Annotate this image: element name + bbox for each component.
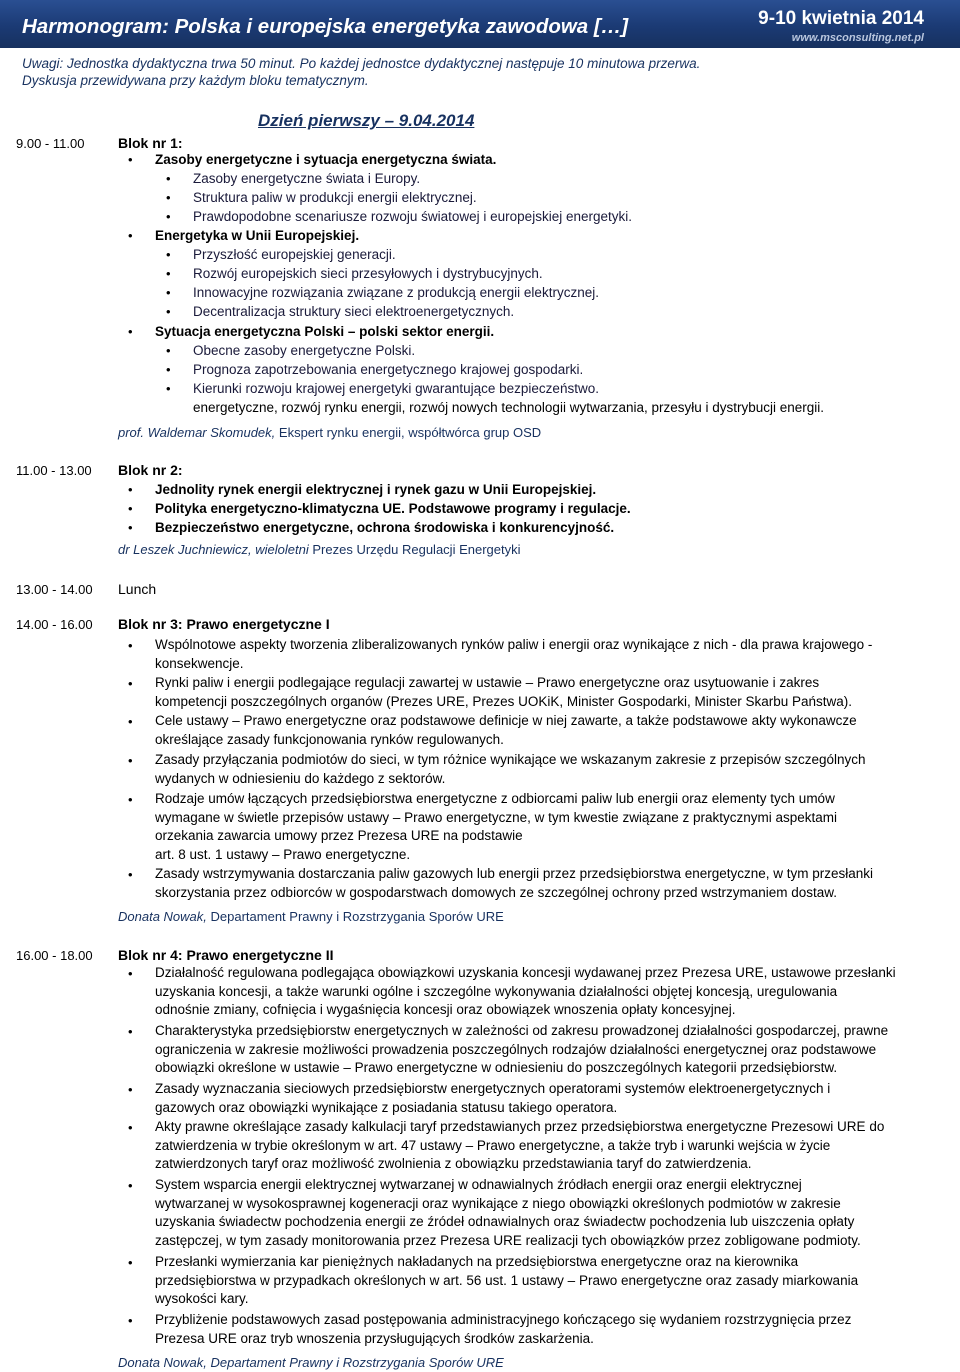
bullet-icon: •	[128, 520, 133, 535]
bullet-icon: •	[166, 171, 171, 186]
list-item: Cele ustawy – Prawo energetyczne oraz podstawowe definicje w niej zawarte, a także podstawowe akty wykonawcze określające zasady funkcjonowania rynków regulowanych.	[155, 713, 857, 747]
list-item: Wspólnotowe aspekty tworzenia zliberalizowanych rynków paliw i energii oraz wynikające z nich - dla prawa krajowego - konsekwencje.	[155, 637, 873, 671]
block-time: 14.00 - 16.00	[16, 617, 93, 632]
speaker	[118, 425, 541, 440]
bullet-icon: •	[128, 676, 133, 691]
bullet-icon: •	[166, 247, 171, 262]
list-item: Obecne zasoby energetyczne Polski.	[193, 343, 416, 358]
speaker-name: prof. Waldemar Skomudek,	[118, 425, 276, 440]
speaker	[118, 542, 521, 557]
note-line: Uwagi: Jednostka dydaktyczna trwa 50 minut. Po każdej jednostce dydaktycznej następuje 10 minutowa przerwa.	[22, 56, 701, 71]
bullet-icon: •	[128, 324, 133, 339]
bullet-icon: •	[128, 1178, 133, 1193]
bullet-icon: •	[166, 343, 171, 358]
speaker-name: Donata Nowak, Departament Prawny i Rozstrzygania Sporów URE	[118, 1355, 504, 1370]
bullet-icon: •	[128, 792, 133, 807]
list-item: Przyszłość europejskiej generacji.	[193, 247, 396, 262]
bullet-icon: •	[128, 1255, 133, 1270]
speaker	[118, 1355, 504, 1370]
block-title: Blok nr 3: Prawo energetyczne I	[118, 616, 330, 632]
speaker-role: Ekspert rynku energii, współtwórca grup OSD	[278, 425, 542, 440]
bullet-icon: •	[128, 753, 133, 768]
list-item: Akty prawne określające zasady kalkulacji taryf przedstawianych przez przedsiębiorstwa energetyczne Prezesowi URE do zatwierdzenia w trybie określonym w art. 47 ustawy – Prawo energetyczne, a także tryb i warunki wejścia w życie zatwierdzonych taryf oraz możliwość zwolnienia z obowiązku przedstawiania taryf do zatwierdzenia.	[155, 1119, 885, 1172]
list-item: Zasady wyznaczania sieciowych przedsiębiorstw energetycznych operatorami systemów elektroenergetycznych i gazowych oraz obowiązki wynikające z posiadania statusu takiego operatora.	[155, 1081, 831, 1115]
lunch-time: 13.00 - 14.00	[16, 582, 93, 597]
bullet-icon: •	[128, 152, 133, 167]
bullet-icon: •	[128, 966, 133, 981]
section-heading: Energetyka w Unii Europejskiej.	[155, 228, 360, 243]
list-item: Rodzaje umów łączących przedsiębiorstwa energetyczne z odbiorcami paliw lub energii oraz elementy tych umów wymagane w świetle przepisów ustawy – Prawo energetyczne, w tym kwestie związane z praktycznymi aspektami orzekania zawarcia umowy przez Prezesa URE na podstawie art. 8 ust. 1 ustawy – Prawo energetyczne.	[155, 791, 838, 863]
bullet-icon: •	[128, 638, 133, 653]
block-title: Blok nr 4: Prawo energetyczne II	[118, 947, 334, 963]
section-heading: Zasoby energetyczne i sytuacja energetyczna świata.	[155, 152, 497, 167]
page-title: Harmonogram: Polska i europejska energetyka zawodowa […]	[22, 15, 629, 38]
day-heading: Dzień pierwszy – 9.04.2014	[258, 111, 475, 130]
list-item: System wsparcia energii elektrycznej wytwarzanej w odnawialnych źródłach energii oraz energii elektrycznej wytwarzanej w wysokosprawnej kogeneracji oraz wynikające z niego obowiązki określonych podmiotów w zakresie uzyskania świadectw pochodzenia energii ze źródeł odnawialnych oraz świadectw pochodzenia lub uiszczenia opłaty zastępczej, w tym zasady monitorowania przez Prezesa URE realizacji tych obowiązków przez zobligowane podmioty.	[155, 1177, 861, 1249]
bullet-icon: •	[166, 362, 171, 377]
speaker-role: Prezes Urzędu Regulacji Energetyki	[312, 542, 521, 557]
list-item: Jednolity rynek energii elektrycznej i rynek gazu w Unii Europejskiej.	[155, 482, 597, 497]
header-bar	[0, 0, 960, 48]
block-time: 11.00 - 13.00	[16, 463, 92, 478]
list-item: Prognoza zapotrzebowania energetycznego krajowej gospodarki.	[193, 362, 584, 377]
list-item: Przybliżenie podstawowych zasad postępowania administracyjnego kończącego się wydaniem rozstrzygnięcia przez Prezesa URE oraz tryb wnoszenia przysługujących środków zaskarżenia.	[155, 1312, 852, 1346]
list-item: Zasady wstrzymywania dostarczania paliw gazowych lub energii przez przedsiębiorstwa energetyczne, w tym przesłanki skorzystania przez odbiorców w gospodarstwach domowych ze szczególnej ochrony przed wstrzymaniem dostaw.	[155, 866, 874, 900]
bullet-icon: •	[166, 209, 171, 224]
list-item: Zasoby energetyczne świata i Europy.	[193, 171, 421, 186]
block-time: 16.00 - 18.00	[16, 948, 93, 963]
speaker-name: dr Leszek Juchniewicz, wieloletni	[118, 542, 309, 557]
bullet-icon: •	[166, 304, 171, 319]
bullet-icon: •	[128, 1120, 133, 1135]
bullet-icon: •	[128, 714, 133, 729]
note-line: Dyskusja przewidywana przy każdym bloku tematycznym.	[22, 73, 369, 88]
list-item: Innowacyjne rozwiązania związane z produkcją energii elektrycznej.	[193, 285, 599, 300]
bullet-icon: •	[128, 1082, 133, 1097]
speaker-name: Donata Nowak,	[118, 909, 207, 924]
list-item: Polityka energetyczno-klimatyczna UE. Podstawowe programy i regulacje.	[155, 501, 631, 516]
notes	[22, 55, 700, 89]
list-item: Prawdopodobne scenariusze rozwoju światowej i europejskiej energetyki.	[193, 209, 632, 224]
event-date: 9-10 kwietnia 2014	[758, 8, 924, 29]
list-item: Przesłanki wymierzania kar pieniężnych nakładanych na przedsiębiorstwa energetyczne oraz na kierownika przedsiębiorstwa w przypadkach określonych w art. 56 ust. 1 ustawy – Prawo energetyczne oraz zasady miarkowania wysokości kary.	[155, 1254, 859, 1307]
bullet-icon: •	[166, 381, 171, 396]
website-link[interactable]: www.msconsulting.net.pl	[791, 32, 924, 44]
list-item: Charakterystyka przedsiębiorstw energetycznych w zależności od zakresu prowadzonej działalności gospodarczej, prawne ograniczenia w zakresie możliwości prowadzenia poszczególnych rodzajów działalności energetycznej oraz podstawowe obowiązki określone w ustawie – Prawo energetyczne w odniesieniu do poszczególnych kategorii przedsiębiorstw.	[155, 1023, 889, 1076]
bullet-icon: •	[166, 190, 171, 205]
bullet-icon: •	[128, 1024, 133, 1039]
list-item: Bezpieczeństwo energetyczne, ochrona środowiska i konkurencyjność.	[155, 520, 615, 535]
bullet-icon: •	[128, 867, 133, 882]
list-item: Rozwój europejskich sieci przesyłowych i dystrybucyjnych.	[193, 266, 543, 281]
block-time: 9.00 - 11.00	[16, 136, 85, 151]
list-item: Działalność regulowana podlegająca obowiązkowi uzyskania koncesji wydawanej przez Prezesa URE, ustawowe przesłanki uzyskania koncesji, a także warunki ogólne i szczególne wykonywania działalności objętej koncesją, uregulowania odnośnie zmiany, cofnięcia i wygaśnięcia koncesji oraz obowiązek wnoszenia opłaty koncesyjnej.	[155, 965, 896, 1018]
list-item: Rynki paliw i energii podlegające regulacji zawartej w ustawie – Prawo energetyczne oraz usytuowanie i zakres kompetencji poszczególnych organów (Prezes URE, Prezes UOKiK, Minister Gospodarki, Minister Skarbu Państwa).	[155, 675, 853, 709]
block-title: Blok nr 2:	[118, 462, 183, 478]
bullet-icon: •	[128, 482, 133, 497]
list-item-continuation: energetyczne, rozwój rynku energii, rozwój nowych technologii wytwarzania, przesyłu i dystrybucji energii.	[193, 400, 825, 415]
bullet-icon: •	[128, 1313, 133, 1328]
speaker	[118, 909, 504, 924]
bullet-icon: •	[166, 266, 171, 281]
lunch-label: Lunch	[118, 581, 157, 597]
block-title: Blok nr 1:	[118, 135, 183, 151]
list-item: Struktura paliw w produkcji energii elektrycznej.	[193, 190, 477, 205]
bullet-icon: •	[128, 501, 133, 516]
list-item: Kierunki rozwoju krajowej energetyki gwarantujące bezpieczeństwo.	[193, 381, 599, 396]
list-item: Zasady przyłączania podmiotów do sieci, w tym różnice wynikające we wskazanym zakresie z przepisów szczególnych wydanych w odniesieniu do każdego z sektorów.	[155, 752, 866, 786]
section-heading: Sytuacja energetyczna Polski – polski sektor energii.	[155, 324, 495, 339]
list-item: Decentralizacja struktury sieci elektroenergetycznych.	[193, 304, 515, 319]
bullet-icon: •	[166, 285, 171, 300]
speaker-role: Departament Prawny i Rozstrzygania Sporów URE	[210, 909, 504, 924]
bullet-icon: •	[128, 228, 133, 243]
